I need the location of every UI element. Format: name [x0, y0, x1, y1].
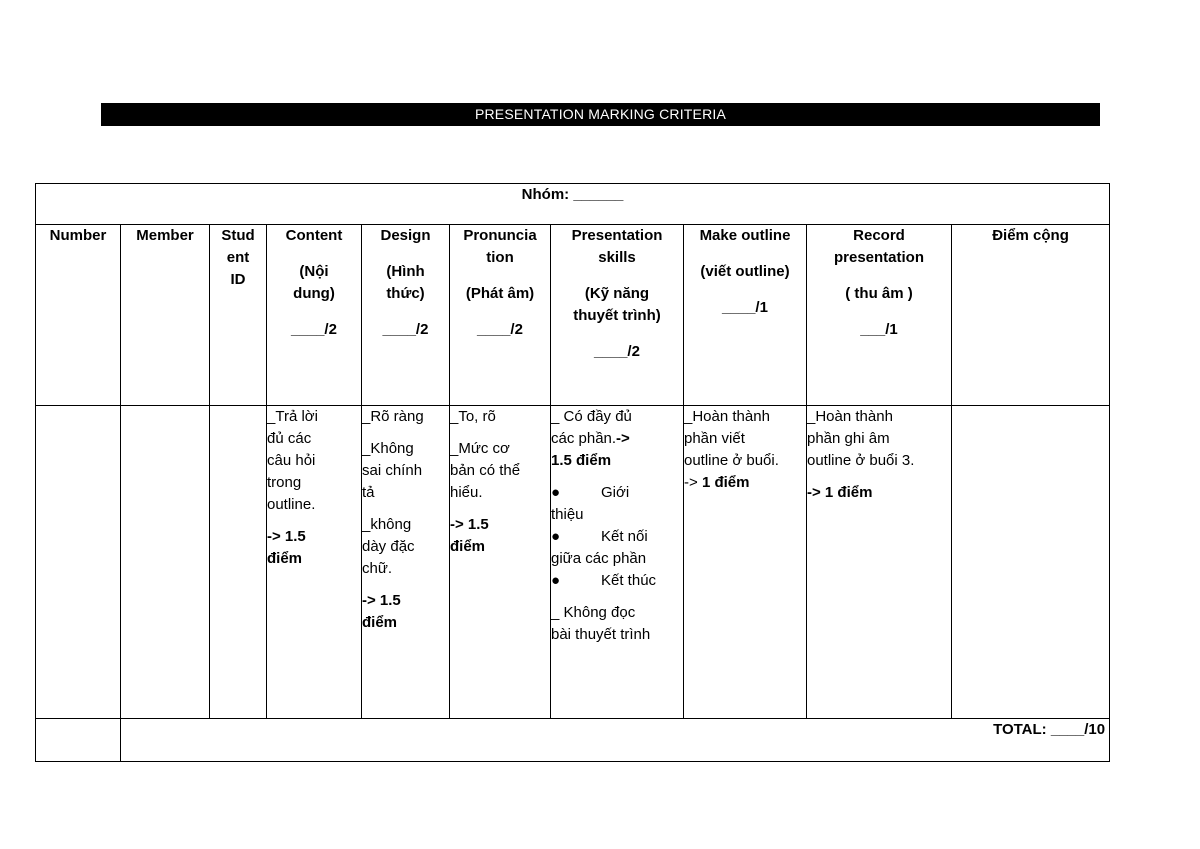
presentation-skills-intro-text: _ Có đầy đủ các phần.: [551, 408, 632, 447]
header-record-presentation-score: ___/1: [860, 321, 898, 338]
cell-design-criteria: [362, 406, 450, 719]
header-record-presentation-title: Record presentation: [833, 227, 924, 266]
header-design-title: Design: [380, 227, 431, 244]
cell-member: [121, 406, 210, 719]
cell-total-blank: [36, 719, 121, 762]
header-row: [36, 225, 1110, 406]
group-row: [36, 184, 1110, 225]
header-make-outline: [684, 225, 807, 406]
header-member: Member: [121, 225, 210, 406]
total-label: TOTAL: ____/10: [121, 719, 1110, 762]
presentation-skills-intro-arrow: ->: [616, 430, 630, 447]
make-outline-criteria: [684, 406, 806, 494]
design-criteria-text-3: _không dày đặc chữ.: [362, 516, 415, 577]
header-bonus: Điểm cộng: [952, 225, 1110, 406]
bullet-text: Kết thúc: [601, 572, 657, 589]
header-content-score: ____/2: [291, 321, 337, 338]
header-design-sub: (Hình thức): [386, 263, 425, 302]
header-number: Number: [36, 225, 121, 406]
criteria-row: [36, 406, 1110, 719]
make-outline-text: _Hoàn thành phần viết outline ở buổi.: [684, 408, 779, 469]
presentation-skills-note: _ Không đọc bài thuyết trình: [551, 604, 651, 643]
cell-number: [36, 406, 121, 719]
total-row: [36, 719, 1110, 762]
bullet-dot-icon: ●: [551, 528, 561, 545]
header-pronunciation-sub: (Phát âm): [465, 285, 535, 302]
cell-make-outline-criteria: [684, 406, 807, 719]
header-design: [362, 225, 450, 406]
header-make-outline-sub: (viết outline): [700, 263, 790, 280]
header-design-score: ____/2: [382, 321, 429, 338]
bullet-item: [551, 526, 683, 570]
design-criteria-text-1: _Rõ ràng: [362, 408, 424, 425]
make-outline-arrow: ->: [684, 474, 702, 491]
header-record-presentation: [807, 225, 952, 406]
header-content-sub: (Nội dung): [293, 263, 335, 302]
group-label: Nhóm: ______: [36, 184, 1110, 225]
bullet-item: [551, 570, 683, 592]
bullet-text: Giới thiệu: [551, 484, 630, 523]
bullet-dot-icon: ●: [551, 572, 561, 589]
header-pronunciation-score: ____/2: [477, 321, 523, 338]
cell-bonus: [952, 406, 1110, 719]
header-presentation-skills: [551, 225, 684, 406]
cell-pronunciation-criteria: [450, 406, 551, 719]
bullet-text: Kết nối giữa các phần: [551, 528, 648, 567]
header-student-id: Stud ent ID: [210, 225, 267, 406]
header-pronunciation: [450, 225, 551, 406]
pronunciation-criteria-text-2: _Mức cơ bản có thể hiểu.: [450, 440, 521, 501]
header-presentation-skills-title: Presentation skills: [571, 227, 663, 266]
header-content: [267, 225, 362, 406]
make-outline-points: 1 điểm: [701, 474, 750, 491]
bullet-dot-icon: ●: [551, 484, 561, 501]
cell-record-presentation-criteria: [807, 406, 952, 719]
header-presentation-skills-score: ____/2: [594, 343, 640, 360]
design-criteria-points: -> 1.5 điểm: [362, 592, 401, 631]
header-make-outline-score: ____/1: [722, 299, 768, 316]
document-title: PRESENTATION MARKING CRITERIA: [101, 103, 1100, 126]
cell-presentation-skills-criteria: [551, 406, 684, 719]
content-criteria-points: -> 1.5 điểm: [267, 528, 306, 567]
header-presentation-skills-sub: (Kỹ năng thuyết trình): [573, 285, 661, 324]
header-make-outline-title: Make outline: [699, 227, 791, 244]
content-criteria-text: _Trả lời đủ các câu hỏi trong outline.: [267, 408, 318, 513]
header-record-presentation-sub: ( thu âm ): [845, 285, 913, 302]
bullet-item: [551, 482, 683, 526]
header-pronunciation-title: Pronuncia tion: [463, 227, 537, 266]
record-presentation-points: -> 1 điểm: [807, 484, 873, 501]
design-criteria-text-2: _Không sai chính tả: [362, 440, 423, 501]
cell-student-id: [210, 406, 267, 719]
pronunciation-criteria-text-1: _To, rõ: [450, 408, 496, 425]
pronunciation-criteria-points: -> 1.5 điểm: [450, 516, 489, 555]
cell-content-criteria: [267, 406, 362, 719]
presentation-skills-points: 1.5 điểm: [551, 452, 612, 469]
presentation-skills-intro: [551, 406, 683, 450]
presentation-skills-bullets: [551, 482, 683, 592]
record-presentation-text: _Hoàn thành phần ghi âm outline ở buổi 3.: [807, 408, 915, 469]
header-content-title: Content: [285, 227, 343, 244]
marking-criteria-table: [35, 183, 1110, 762]
